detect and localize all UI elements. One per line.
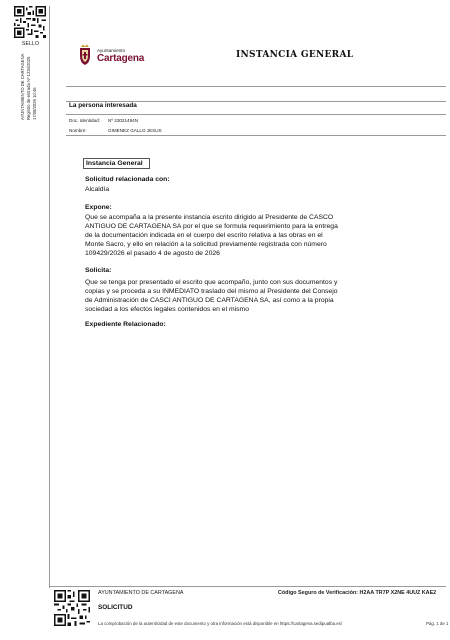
footer-divider (49, 586, 446, 587)
solicita-line: de Administración de CASCI ANTIGUO DE CARTAGENA SA, así como a la propia (85, 297, 334, 304)
verification-code: Código Seguro de Verificación: H2AA TR7P X2NE 4UUZ KAE2 (278, 590, 437, 596)
solicitud-relacionada-label: Solicitud relacionada con: (85, 176, 170, 183)
expone-label: Expone: (85, 204, 112, 211)
qr-code (14, 6, 46, 38)
solicita-line: Que se tenga por presentado el escrito que acompaño, junto con sus documentos y (85, 279, 338, 286)
page-number: Pág. 1 de 1 (426, 621, 449, 626)
header-divider (66, 86, 446, 87)
rail-line: Registro de entrada Nº 1234/2026 (26, 56, 31, 120)
logo-caption: Ayuntamiento (97, 48, 126, 53)
interesada-divider (66, 135, 446, 136)
document-type: SOLICITUD (98, 604, 133, 611)
left-margin-rule (49, 6, 50, 588)
id-label: Doc. Identidad: (69, 118, 100, 123)
logo-wordmark: Cartagena (97, 53, 145, 64)
solicita-line: sociedad a los efectos legales contenidos en el mismo (85, 306, 249, 313)
interesada-title: La persona interesada (69, 102, 137, 109)
solicita-label: Solicita: (85, 267, 112, 274)
form-title: Instancia General (86, 160, 143, 167)
expone-line: Monte Sacro, y ello en relación a la solicitud previamente registrada con número (85, 241, 327, 248)
sello-label: SELLO (22, 41, 40, 47)
expone-line: ANTIGUO DE CARTAGENA SA por el que se formula requerimiento para la entrega (85, 223, 338, 230)
name-label: Nombre: (69, 128, 87, 133)
solicita-line: copias y se proceda a su INMEDIATO traslado del mismo al Presidente del Consejo (85, 288, 338, 295)
expone-line: 109429/2026 el pasado 4 de agosto de 2026 (85, 250, 220, 257)
rail-line: AYUNTAMIENTO DE CARTAGENA (20, 53, 25, 120)
authenticity-note: La comprobación de la autenticidad de este documento y otra información está disponible en https://cartagena.sedipualba.es/ (98, 621, 343, 626)
coat-of-arms-icon (76, 44, 94, 66)
solicitud-relacionada-value: Alcaldía (85, 186, 110, 193)
expone-line: de la documentación indicada en el cuerpo del escrito relativa a las obras en el (85, 232, 323, 239)
document-title: INSTANCIA GENERAL (236, 50, 354, 60)
rail-line: 17/08/2026 10:46 (32, 87, 37, 120)
name-value: GIMENEZ GALLO JESUS (108, 128, 162, 133)
id-value: Nº 23021494N (108, 118, 139, 123)
footer-organization: AYUNTAMIENTO DE CARTAGENA (98, 590, 184, 596)
expediente-label: Expediente Relacionado: (85, 321, 166, 328)
qr-code (54, 590, 90, 626)
expone-line: Que se acompaña a la presente instancia escrito dirigido al Presidente de CASCO (85, 214, 334, 221)
